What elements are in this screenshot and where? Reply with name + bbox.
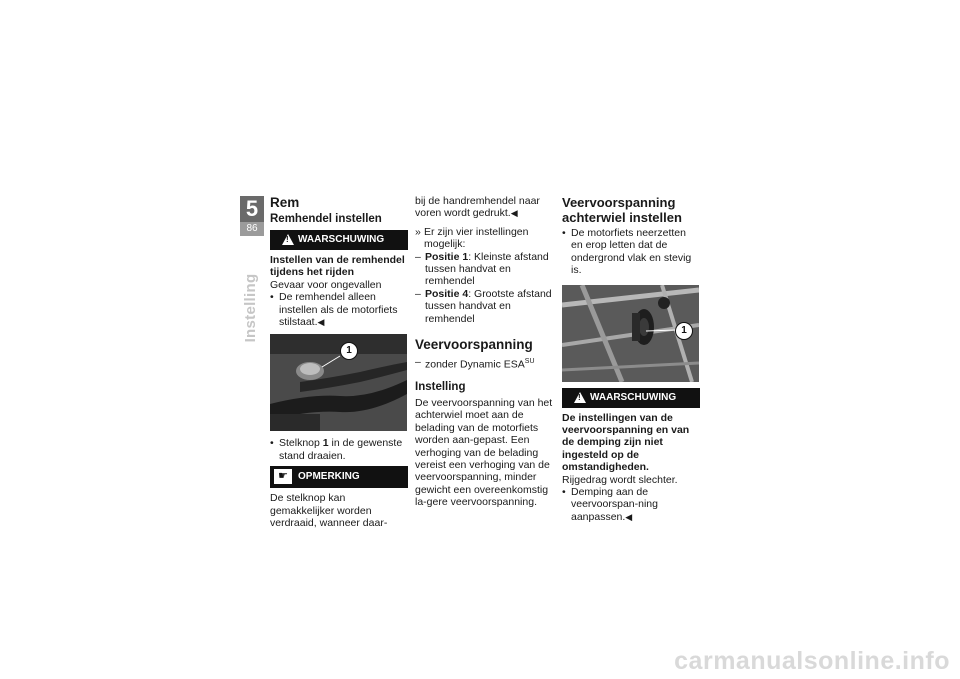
warning-label: WAARSCHUWING: [590, 391, 677, 403]
chapter-number: 5: [240, 196, 264, 222]
position-text: : Grootste afstand tussen handvat en remhendel: [425, 287, 552, 325]
list-item: [415, 251, 555, 288]
subsection-title-remhendel: Remhendel instellen: [270, 213, 382, 225]
warning-triangle-icon: [574, 392, 586, 403]
column-1: [270, 195, 408, 529]
column-3: [562, 195, 700, 523]
list-item: • De motorfiets neerzetten en erop letten dat de ondergrond vlak en stevig is.: [562, 227, 700, 277]
column-2: [415, 195, 555, 509]
list-item-text: Stelknop: [279, 437, 323, 450]
variant-text: zonder Dynamic ESA: [425, 358, 525, 371]
result-item: » Er zijn vier instellingen mogelijk:: [415, 226, 555, 251]
list-item-text: Demping aan de veervoorspan-ning aanpassen.: [571, 486, 658, 523]
list-item-text: De remhendel alleen instellen als de motorfiets stilstaat.: [279, 291, 398, 329]
warning-text: Gevaar voor ongevallen: [270, 278, 382, 291]
watermark: carmanualsonline.info: [674, 647, 950, 675]
note-label: OPMERKING: [298, 471, 360, 483]
rear-shock-photo: [562, 285, 699, 382]
body-text: De veervoorspanning van het achterwiel moet aan de belading van de motorfiets worden aan-gepast. Een verhoging van de belading vereist een verhoging van de veervoorspanning, minder gewicht een overeenkomstig la-gere veervoorspanning.: [415, 396, 553, 509]
list-item-text: in de gewenste stand draaien.: [279, 437, 403, 462]
list-item: [562, 486, 700, 523]
section-title-veervoorspanning: Veervoorspanning: [415, 337, 533, 353]
warning-text: Rijgedrag wordt slechter.: [562, 473, 678, 486]
pointing-hand-icon: ☛: [274, 469, 292, 484]
variant-note: [415, 356, 555, 371]
list-item: [415, 288, 555, 325]
chapter-side-title: Instelling: [242, 273, 259, 343]
end-of-section-icon: ◀: [625, 511, 633, 522]
continuation-text: [415, 195, 555, 220]
warning-heading: De instellingen van de veervoorspanning en van de demping zijn niet ingesteld op de omstandigheden.: [562, 411, 690, 474]
warning-heading: Instellen van de remhendel tijdens het rijden: [270, 254, 405, 279]
subsection-title-instelling: Instelling: [415, 380, 466, 393]
note-banner: [270, 466, 408, 488]
list-item: [270, 437, 408, 462]
section-title-veervoorspanning-achterwiel: Veervoorspanning achterwiel instellen: [562, 195, 682, 225]
list-item-ref: 1: [322, 437, 329, 450]
warning-banner: [270, 230, 408, 250]
warning-label: WAARSCHUWING: [298, 234, 385, 245]
position-label: Positie 1: [425, 250, 469, 263]
position-label: Positie 4: [425, 287, 469, 300]
callout-1: 1: [675, 322, 693, 340]
brake-lever-photo: [270, 334, 407, 431]
list-item: [270, 291, 408, 328]
end-of-section-icon: ◀: [510, 208, 518, 219]
brake-lever-illustration: [270, 334, 407, 431]
warning-banner: [562, 388, 700, 408]
position-text: : Kleinste afstand tussen handvat en remhendel: [425, 250, 549, 288]
variant-superscript: SU: [524, 358, 535, 366]
page-number: 86: [240, 222, 264, 236]
callout-1: 1: [340, 342, 358, 360]
section-title-rem: Rem: [270, 195, 300, 210]
end-of-section-icon: ◀: [317, 317, 325, 328]
warning-triangle-icon: [282, 234, 294, 245]
note-text: De stelknop kan gemakkelijker worden verdraaid, wanneer daar-: [270, 492, 388, 530]
continuation-text-body: bij de handremhendel naar voren wordt gedrukt.: [415, 195, 540, 220]
